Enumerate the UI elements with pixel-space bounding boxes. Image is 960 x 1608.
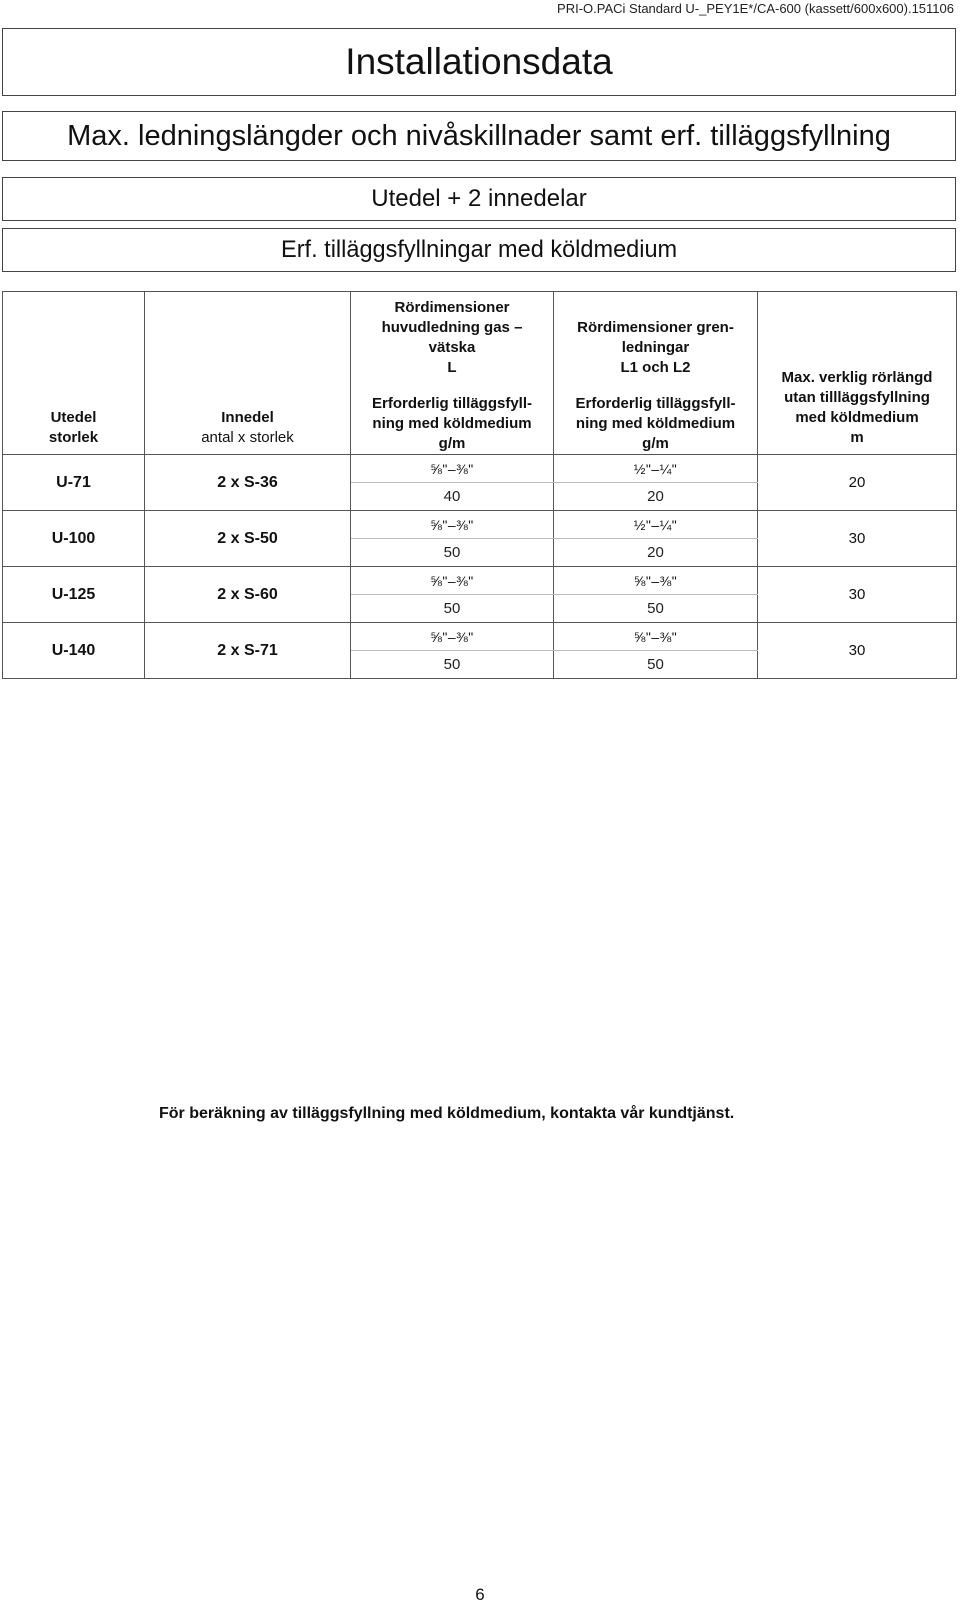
main-size-cell: ⅝"–⅜" (351, 455, 554, 483)
innedel-cell: 2 x S-36 (145, 455, 351, 511)
table-row (3, 455, 957, 483)
branch-size-cell: ⅝"–⅜" (554, 623, 758, 651)
table-row (3, 567, 957, 595)
branch-value-cell: 50 (554, 595, 758, 623)
configuration-heading: Utedel + 2 innedelar (2, 177, 956, 221)
page-title: Installationsdata (2, 28, 956, 96)
header-main-line: Rördimensioner huvudledning gas – vätska L Erforderlig tilläggsfyll- ning med köldmedium g/m (351, 292, 554, 455)
max-length-cell: 20 (758, 455, 957, 511)
header-innedel: Innedel antal x storlek (145, 292, 351, 455)
header-branch-line: Rördimensioner gren- ledningar L1 och L2 Erforderlig tilläggsfyll- ning med köldmedium g/m (554, 292, 758, 455)
max-length-cell: 30 (758, 623, 957, 679)
main-value-cell: 50 (351, 595, 554, 623)
main-size-cell: ⅝"–⅜" (351, 623, 554, 651)
refrigerant-table (2, 291, 957, 679)
branch-value-cell: 50 (554, 651, 758, 679)
innedel-cell: 2 x S-60 (145, 567, 351, 623)
branch-size-cell: ½"–¼" (554, 511, 758, 539)
utedel-cell: U-71 (3, 455, 145, 511)
header-utedel: Utedel storlek (3, 292, 145, 455)
main-size-cell: ⅝"–⅜" (351, 567, 554, 595)
branch-size-cell: ⅝"–⅜" (554, 567, 758, 595)
branch-value-cell: 20 (554, 483, 758, 511)
table-row (3, 511, 957, 539)
header-max-length: Max. verklig rörlängd utan tillläggsfyllning med köldmedium m (758, 292, 957, 455)
utedel-cell: U-140 (3, 623, 145, 679)
utedel-cell: U-125 (3, 567, 145, 623)
page-subtitle: Max. ledningslängder och nivåskillnader samt erf. tilläggsfyllning (2, 111, 956, 161)
branch-size-cell: ½"–¼" (554, 455, 758, 483)
header-row (3, 292, 957, 455)
main-value-cell: 50 (351, 651, 554, 679)
section-heading: Erf. tilläggsfyllningar med köldmedium (2, 228, 956, 272)
branch-value-cell: 20 (554, 539, 758, 567)
innedel-cell: 2 x S-71 (145, 623, 351, 679)
main-value-cell: 40 (351, 483, 554, 511)
table-row (3, 623, 957, 651)
utedel-cell: U-100 (3, 511, 145, 567)
document-id: PRI-O.PACi Standard U-_PEY1E*/CA-600 (kassett/600x600).151106 (557, 1, 954, 16)
page-number: 6 (475, 1585, 485, 1604)
max-length-cell: 30 (758, 567, 957, 623)
main-value-cell: 50 (351, 539, 554, 567)
max-length-cell: 30 (758, 511, 957, 567)
main-size-cell: ⅝"–⅜" (351, 511, 554, 539)
innedel-cell: 2 x S-50 (145, 511, 351, 567)
footnote: För beräkning av tilläggsfyllning med köldmedium, kontakta vår kundtjänst. (159, 1105, 735, 1122)
